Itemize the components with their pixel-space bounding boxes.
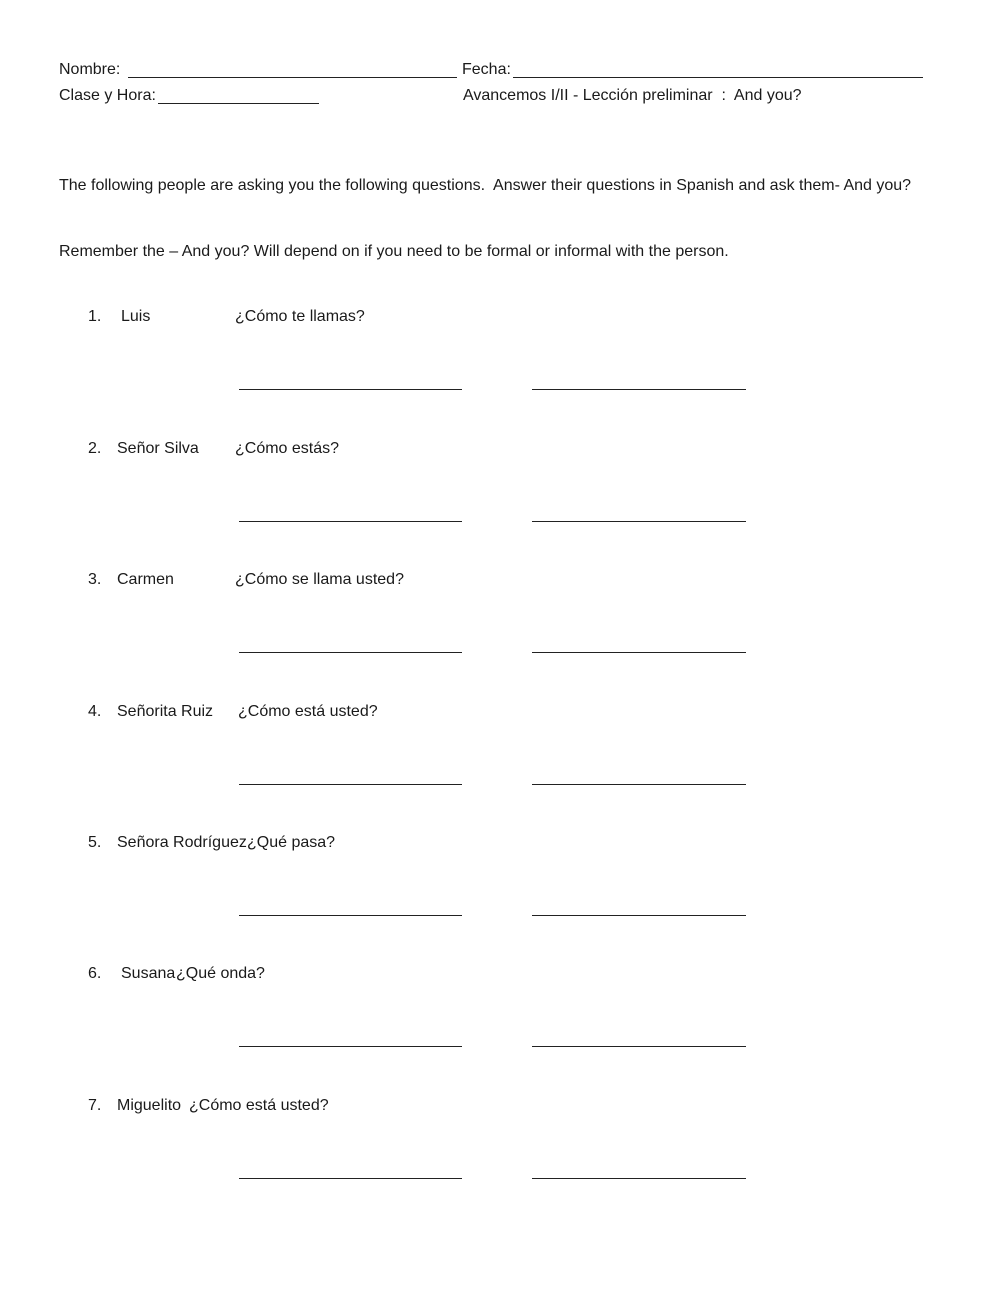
question-7-person: Miguelito: [117, 1097, 182, 1114]
question-3-answer-blank[interactable]: [239, 652, 462, 653]
question-7-number: 7.: [88, 1097, 102, 1114]
question-1-person: Luis: [121, 308, 151, 325]
question-4-text: ¿Cómo está usted?: [238, 703, 378, 720]
question-4-ask-back-blank[interactable]: [532, 784, 746, 785]
question-3-number: 3.: [88, 571, 102, 588]
question-6-number: 6.: [88, 965, 102, 982]
clase-hora-blank[interactable]: [158, 103, 319, 104]
question-2-answer-blank[interactable]: [239, 521, 462, 522]
question-2-person: Señor Silva: [117, 440, 199, 457]
instructions-line-2: Remember the – And you? Will depend on if you need to be formal or informal with the person.: [59, 243, 729, 260]
question-3-text: ¿Cómo se llama usted?: [235, 571, 404, 588]
question-6-answer-blank[interactable]: [239, 1046, 462, 1047]
question-2-ask-back-blank[interactable]: [532, 521, 746, 522]
question-1-answer-blank[interactable]: [239, 389, 462, 390]
question-5-ask-back-blank[interactable]: [532, 915, 746, 916]
question-3-ask-back-blank[interactable]: [532, 652, 746, 653]
question-4-answer-blank[interactable]: [239, 784, 462, 785]
fecha-label: Fecha:: [462, 61, 511, 78]
question-5-text: ¿Qué pasa?: [247, 834, 336, 851]
question-4-number: 4.: [88, 703, 102, 720]
question-7-text: ¿Cómo está usted?: [189, 1097, 329, 1114]
question-5-number: 5.: [88, 834, 102, 851]
question-3-person: Carmen: [117, 571, 174, 588]
course-info: Avancemos I/II - Lección preliminar : And you?: [463, 87, 802, 104]
question-7-ask-back-blank[interactable]: [532, 1178, 746, 1179]
question-2-number: 2.: [88, 440, 102, 457]
question-1-ask-back-blank[interactable]: [532, 389, 746, 390]
question-5-answer-blank[interactable]: [239, 915, 462, 916]
question-1-number: 1.: [88, 308, 102, 325]
question-4-person: Señorita Ruiz: [117, 703, 214, 720]
question-1-text: ¿Cómo te llamas?: [235, 308, 365, 325]
question-6-ask-back-blank[interactable]: [532, 1046, 746, 1047]
instructions-line-1: The following people are asking you the following questions. Answer their questions in Spanish and ask them- And you?: [59, 177, 912, 194]
fecha-blank[interactable]: [513, 77, 923, 78]
question-7-answer-blank[interactable]: [239, 1178, 462, 1179]
question-6-person: Susana: [121, 965, 176, 982]
clase-hora-label: Clase y Hora:: [59, 87, 156, 104]
nombre-blank[interactable]: [128, 77, 457, 78]
question-2-text: ¿Cómo estás?: [235, 440, 340, 457]
nombre-label: Nombre:: [59, 61, 121, 78]
question-5-person: Señora Rodríguez: [117, 834, 247, 851]
question-6-text: ¿Qué onda?: [176, 965, 265, 982]
